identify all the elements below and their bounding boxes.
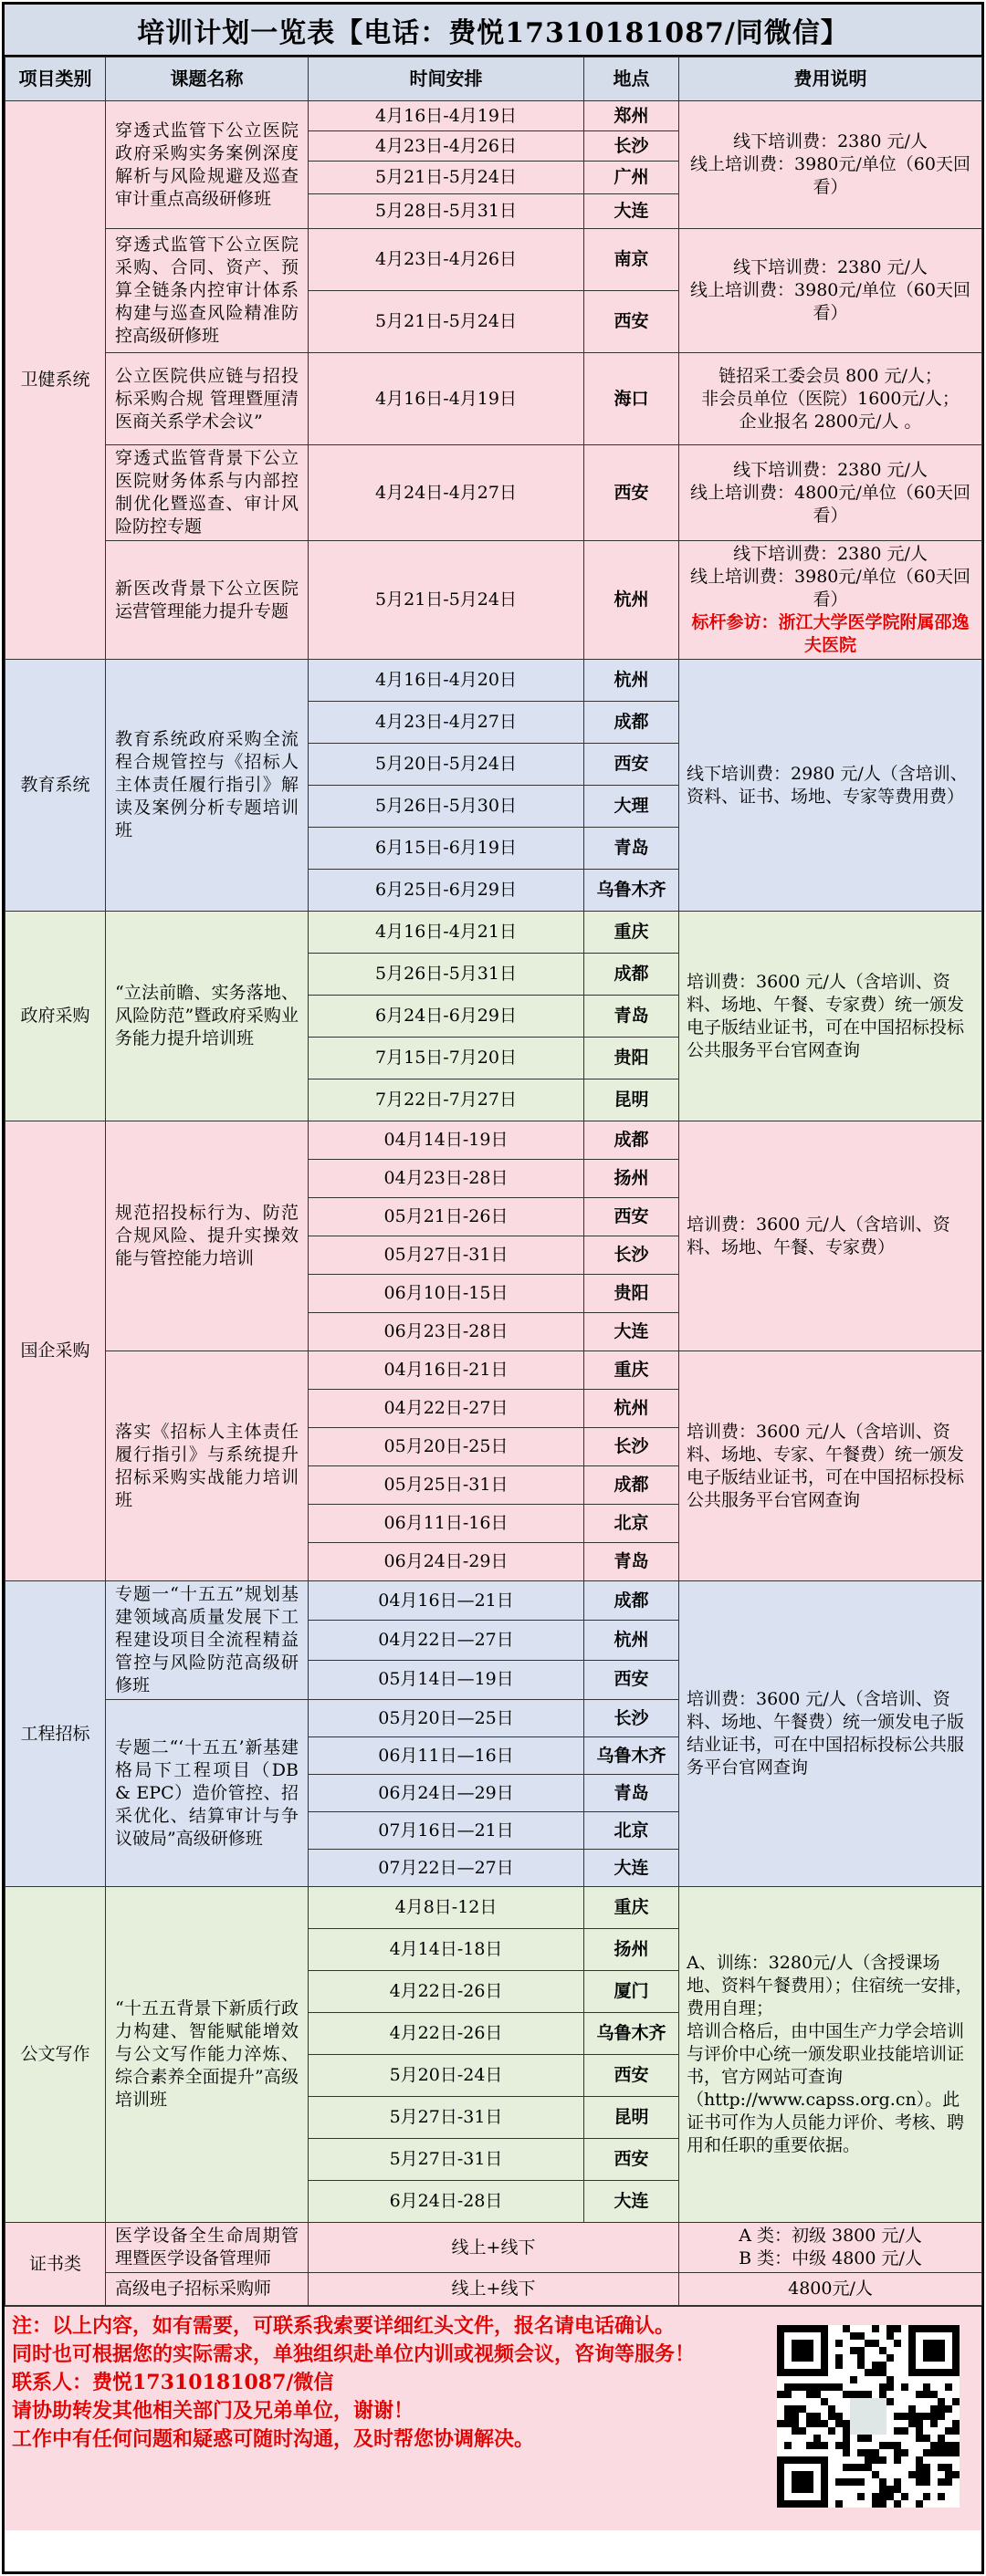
note-line: 注：以上内容，如有需要，可联系我索要详细红头文件，报名请电话确认。 <box>12 2314 676 2338</box>
fee-text: 线下培训费：2380 元/人 线上培训费：3980元/单位（60天回看） <box>690 257 970 323</box>
category-cell: 政府采购 <box>5 912 106 1121</box>
session-location: 大连 <box>584 2181 679 2223</box>
course-name: 穿透式监管背景下公立医院财务体系与内部控制优化暨巡查、审计风险防控专题 <box>106 445 309 541</box>
mode-cell: 线上+线下 <box>309 2273 679 2306</box>
header-location: 地点 <box>584 57 679 101</box>
session-location: 杭州 <box>584 1390 679 1428</box>
session-date: 04月14日-19日 <box>309 1121 584 1160</box>
course-name: 医学设备全生命周期管理暨医学设备管理师 <box>106 2223 309 2273</box>
course-name: 专题二“‘十五五’新基建格局下工程项目（DB & EPC）造价管控、招采优化、结算审计与争议破局”高级研修班 <box>106 1700 309 1887</box>
session-date: 7月15日-7月20日 <box>309 1038 584 1079</box>
session-date: 4月23日-4月26日 <box>309 229 584 291</box>
session-location: 成都 <box>584 702 679 744</box>
session-date: 5月26日-5月30日 <box>309 786 584 828</box>
fee-text: 线下培训费：2380 元/人 线上培训费：3980元/单位（60天回看） <box>690 131 970 197</box>
course-name: 教育系统政府采购全流程合规管控与《招标人主体责任履行指引》解读及案例分析专题培训班 <box>106 660 309 912</box>
session-date: 05月27日-31日 <box>309 1236 584 1275</box>
session-location: 昆明 <box>584 2097 679 2139</box>
session-date: 06月23日-28日 <box>309 1313 584 1351</box>
fee-cell: 培训费：3600 元/人（含培训、资料、场地、午餐、专家费）统一颁发电子版结业证书，可在中国招标投标公共服务平台官网查询 <box>679 912 982 1121</box>
fee-cell: 4800元/人 <box>679 2273 982 2306</box>
session-location: 西安 <box>584 1660 679 1699</box>
session-date: 7月22日-7月27日 <box>309 1079 584 1121</box>
session-location: 西安 <box>584 445 679 541</box>
session-date: 6月24日-6月29日 <box>309 996 584 1038</box>
session-date: 6月15日-6月19日 <box>309 828 584 870</box>
session-date: 5月28日-5月31日 <box>309 194 584 229</box>
qr-code-icon <box>777 2325 960 2508</box>
course-name: “立法前瞻、实务落地、风险防范”暨政府采购业务能力提升培训班 <box>106 912 309 1121</box>
header-category: 项目类别 <box>5 57 106 101</box>
session-date: 5月21日-5月24日 <box>309 541 584 660</box>
session-date: 6月25日-6月29日 <box>309 870 584 912</box>
session-date: 04月23日-28日 <box>309 1160 584 1198</box>
session-location: 长沙 <box>584 1700 679 1737</box>
fee-cell <box>679 229 982 353</box>
session-date: 05月21日-26日 <box>309 1198 584 1236</box>
session-date: 4月22日-26日 <box>309 2013 584 2055</box>
table-row <box>5 229 982 291</box>
header-fee: 费用说明 <box>679 57 982 101</box>
training-table <box>5 57 982 2306</box>
session-date: 05月14日—19日 <box>309 1660 584 1699</box>
category-cell: 教育系统 <box>5 660 106 912</box>
fee-cell <box>679 353 982 445</box>
session-location: 西安 <box>584 744 679 786</box>
table-row <box>5 2273 982 2306</box>
session-date: 4月23日-4月26日 <box>309 131 584 162</box>
session-location: 杭州 <box>584 541 679 660</box>
session-date: 5月26日-5月31日 <box>309 954 584 996</box>
session-date: 06月24日-29日 <box>309 1543 584 1581</box>
fee-text: 线下培训费：2380 元/人 线上培训费：3980元/单位（60天回看） <box>690 544 970 610</box>
fee-cell <box>679 101 982 229</box>
table-body <box>5 101 982 2306</box>
session-date: 4月22日-26日 <box>309 1971 584 2013</box>
category-cell: 国企采购 <box>5 1121 106 1581</box>
course-name: 规范招投标行为、防范合规风险、提升实操效能与管控能力培训 <box>106 1121 309 1351</box>
session-date: 4月23日-4月27日 <box>309 702 584 744</box>
session-location: 重庆 <box>584 1351 679 1390</box>
note-line: 请协助转发其他相关部门及兄弟单位，谢谢！ <box>12 2399 414 2423</box>
table-row <box>5 1121 982 1160</box>
session-date: 07月22日—27日 <box>309 1850 584 1887</box>
note-line: 工作中有任何问题和疑惑可随时沟通，及时帮您协调解决。 <box>12 2427 535 2451</box>
session-date: 4月16日-4月20日 <box>309 660 584 702</box>
fee-cell <box>679 541 982 660</box>
course-name: 专题一“十五五”规划基建领域高质量发展下工程建设项目全流程精益管控与风险防范高级研修班 <box>106 1581 309 1700</box>
category-cell: 工程招标 <box>5 1581 106 1887</box>
session-location: 西安 <box>584 1198 679 1236</box>
session-location: 扬州 <box>584 1929 679 1971</box>
session-date: 4月14日-18日 <box>309 1929 584 1971</box>
session-date: 5月27日-31日 <box>309 2097 584 2139</box>
session-location: 海口 <box>584 353 679 445</box>
mode-cell: 线上+线下 <box>309 2223 679 2273</box>
session-location: 青岛 <box>584 1775 679 1812</box>
course-name: “十五五背景下新质行政力构建、智能赋能增效与公文写作能力淬炼、综合素养全面提升”高级培训班 <box>106 1887 309 2223</box>
table-row <box>5 353 982 445</box>
table-row <box>5 1887 982 1929</box>
session-location: 昆明 <box>584 1079 679 1121</box>
session-date: 04月22日—27日 <box>309 1621 584 1660</box>
session-location: 扬州 <box>584 1160 679 1198</box>
session-date: 4月16日-4月21日 <box>309 912 584 954</box>
fee-text: 链招采工委会员 800 元/人； 非会员单位（医院）1600元/人； 企业报名 2800元/人 。 <box>701 365 960 432</box>
session-date: 5月20日-24日 <box>309 2055 584 2097</box>
session-date: 6月24日-28日 <box>309 2181 584 2223</box>
session-date: 05月25日-31日 <box>309 1466 584 1505</box>
session-date: 5月20日-5月24日 <box>309 744 584 786</box>
session-date: 04月16日—21日 <box>309 1581 584 1621</box>
table-row <box>5 101 982 131</box>
session-location: 西安 <box>584 291 679 353</box>
page-title: 培训计划一览表【电话：费悦17310181087/同微信】 <box>5 5 981 57</box>
table-row <box>5 445 982 541</box>
session-location: 北京 <box>584 1812 679 1850</box>
session-location: 杭州 <box>584 1621 679 1660</box>
session-date: 04月16日-21日 <box>309 1351 584 1390</box>
benchmark-visit-note: 标杆参访：浙江大学医学院附属邵逸夫医院 <box>691 612 970 655</box>
session-date: 04月22日-27日 <box>309 1390 584 1428</box>
fee-cell <box>679 445 982 541</box>
table-row <box>5 660 982 702</box>
footer-notes <box>5 2306 981 2530</box>
session-location: 贵阳 <box>584 1275 679 1313</box>
session-location: 乌鲁木齐 <box>584 2013 679 2055</box>
fee-text: 线下培训费：2380 元/人 线上培训费：4800元/单位（60天回看） <box>690 459 970 526</box>
session-date: 4月16日-4月19日 <box>309 353 584 445</box>
category-cell: 证书类 <box>5 2223 106 2306</box>
session-location: 厦门 <box>584 1971 679 2013</box>
schedule-sheet <box>2 2 984 2574</box>
session-location: 北京 <box>584 1505 679 1543</box>
table-row <box>5 1351 982 1390</box>
session-location: 成都 <box>584 1466 679 1505</box>
session-location: 杭州 <box>584 660 679 702</box>
session-location: 青岛 <box>584 1543 679 1581</box>
session-location: 乌鲁木齐 <box>584 870 679 912</box>
note-line: 联系人：费悦17310181087/微信 <box>12 2371 334 2394</box>
session-date: 5月21日-5月24日 <box>309 162 584 194</box>
course-name: 新医改背景下公立医院运营管理能力提升专题 <box>106 541 309 660</box>
course-name: 穿透式监管下公立医院政府采购实务案例深度解析与风险规避及巡查审计重点高级研修班 <box>106 101 309 229</box>
session-date: 4月16日-4月19日 <box>309 101 584 131</box>
category-cell: 卫健系统 <box>5 101 106 660</box>
course-name: 高级电子招标采购师 <box>106 2273 309 2306</box>
session-location: 成都 <box>584 954 679 996</box>
session-date: 5月21日-5月24日 <box>309 291 584 353</box>
fee-cell: A、训练：3280元/人（含授课场地、资料午餐费用）；住宿统一安排，费用自理； 培训合格后，由中国生产力学会培训与评价中心统一颁发职业技能培训证书，官方网站可查询（http://www.capss.org.cn）。此证书可作为人员能力评价、考核、聘用和任职的重要依据。 <box>679 1887 982 2223</box>
header-course: 课题名称 <box>106 57 309 101</box>
session-date: 06月11日-16日 <box>309 1505 584 1543</box>
session-date: 06月11日—16日 <box>309 1737 584 1775</box>
session-location: 大连 <box>584 194 679 229</box>
table-row <box>5 1581 982 1621</box>
course-name: 落实《招标人主体责任履行指引》与系统提升招标采购实战能力培训班 <box>106 1351 309 1581</box>
fee-cell: 培训费：3600 元/人（含培训、资料、场地、专家、午餐费）统一颁发电子版结业证书，可在中国招标投标公共服务平台官网查询 <box>679 1351 982 1581</box>
session-date: 05月20日-25日 <box>309 1428 584 1466</box>
session-location: 成都 <box>584 1121 679 1160</box>
session-location: 西安 <box>584 2139 679 2181</box>
table-row <box>5 912 982 954</box>
session-location: 青岛 <box>584 828 679 870</box>
session-location: 广州 <box>584 162 679 194</box>
category-cell: 公文写作 <box>5 1887 106 2223</box>
session-location: 长沙 <box>584 1428 679 1466</box>
session-location: 西安 <box>584 2055 679 2097</box>
session-location: 乌鲁木齐 <box>584 1737 679 1775</box>
session-location: 成都 <box>584 1581 679 1621</box>
fee-cell: 培训费：3600 元/人（含培训、资料、场地、午餐、专家费） <box>679 1121 982 1351</box>
session-location: 大连 <box>584 1313 679 1351</box>
session-date: 4月24日-4月27日 <box>309 445 584 541</box>
session-location: 长沙 <box>584 1236 679 1275</box>
session-date: 05月20日—25日 <box>309 1700 584 1737</box>
note-line: 同时也可根据您的实际需求，单独组织赴单位内训或视频会议，咨询等服务！ <box>12 2342 696 2366</box>
fee-cell: 培训费：3600 元/人（含培训、资料、场地、午餐费）统一颁发电子版结业证书，可在中国招标投标公共服务平台官网查询 <box>679 1581 982 1887</box>
table-row <box>5 541 982 660</box>
session-location: 大理 <box>584 786 679 828</box>
header-time: 时间安排 <box>309 57 584 101</box>
course-name: 穿透式监管下公立医院采购、合同、资产、预算全链条内控审计体系构建与巡查风险精准防控高级研修班 <box>106 229 309 353</box>
table-row <box>5 2223 982 2273</box>
session-location: 重庆 <box>584 912 679 954</box>
course-name: 公立医院供应链与招投标采购合规 管理暨厘清医商关系学术会议” <box>106 353 309 445</box>
session-location: 长沙 <box>584 131 679 162</box>
session-location: 贵阳 <box>584 1038 679 1079</box>
session-date: 5月27日-31日 <box>309 2139 584 2181</box>
session-location: 郑州 <box>584 101 679 131</box>
session-date: 4月8日-12日 <box>309 1887 584 1929</box>
session-date: 07月16日—21日 <box>309 1812 584 1850</box>
session-date: 06月10日-15日 <box>309 1275 584 1313</box>
fee-cell: 线下培训费：2980 元/人（含培训、资料、证书、场地、专家等费用费） <box>679 660 982 912</box>
session-location: 青岛 <box>584 996 679 1038</box>
session-date: 06月24日—29日 <box>309 1775 584 1812</box>
session-location: 大连 <box>584 1850 679 1887</box>
fee-cell: A 类：初级 3800 元/人 B 类：中级 4800 元/人 <box>679 2223 982 2273</box>
session-location: 重庆 <box>584 1887 679 1929</box>
notes-text <box>12 2312 797 2454</box>
session-location: 南京 <box>584 229 679 291</box>
